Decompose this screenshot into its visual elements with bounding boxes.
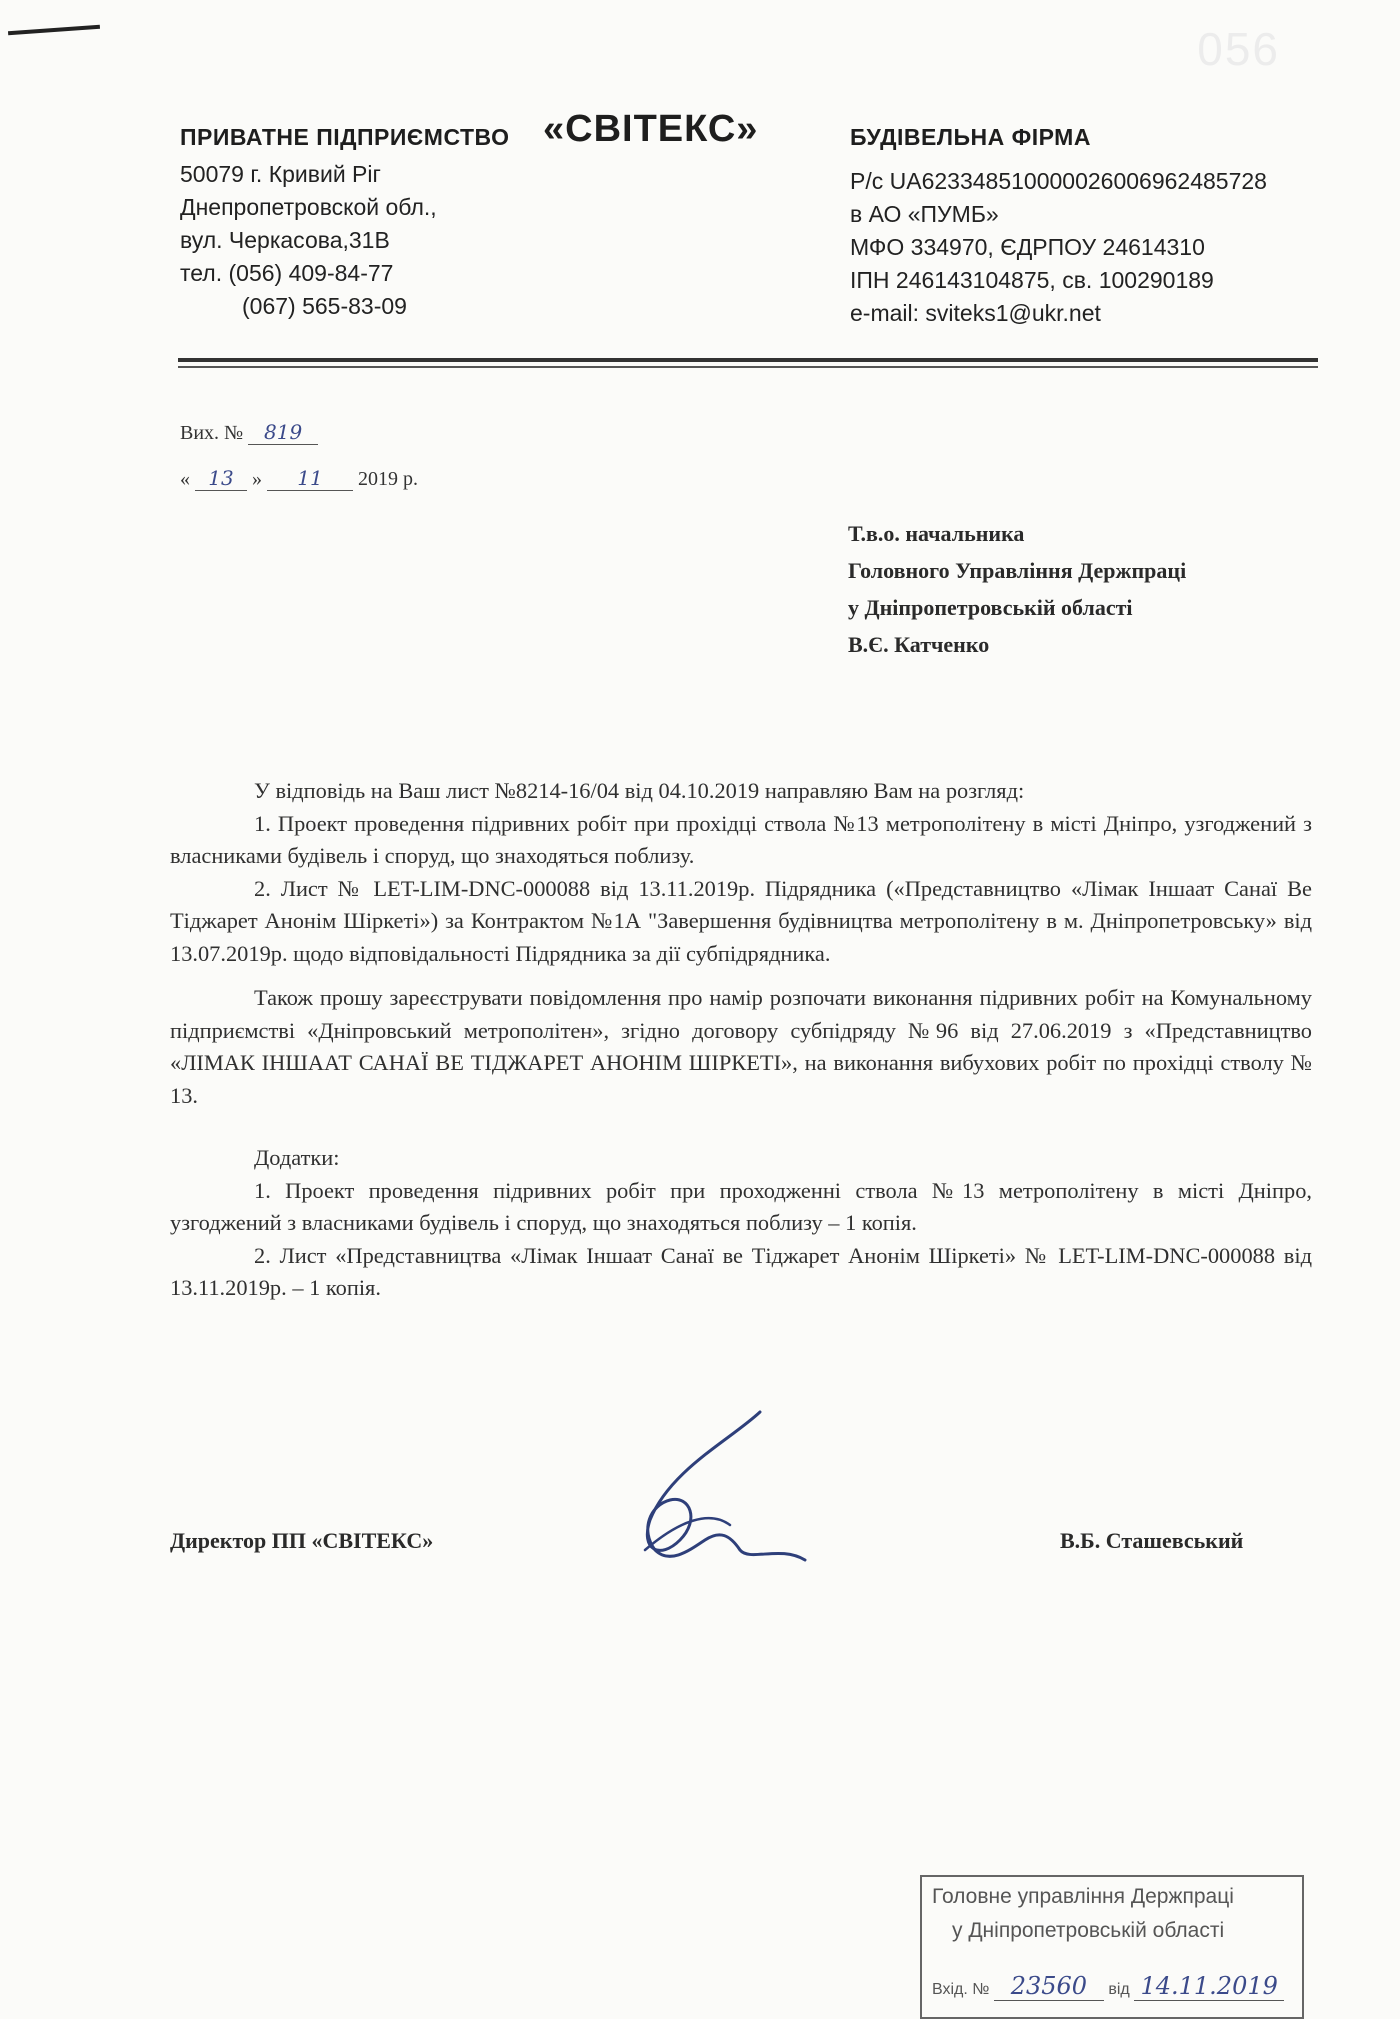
body-paragraph: Також прошу зареєструвати повідомлення про намір розпочати виконання підривних робіт на Комунальному підприємстві «Дніпровський метрополітен», згідно договору субпідряду №96 від 27.06.2019 з «Представництво «ЛІМАК ІНШААТ САНАЇ ВЕ ТІДЖАРЕТ АНОНІМ ШІРКЕТІ», на виконання вибухових робіт по прохідці стволу № 13.: [170, 985, 1312, 1108]
firm-type: БУДІВЕЛЬНА ФІРМА: [850, 124, 1091, 150]
stamp-incoming-number: 23560: [994, 1972, 1104, 2001]
phone-line: тел. (056) 409-84-77: [180, 260, 394, 286]
header-rule-thin: [178, 366, 1318, 368]
date-quote-open: «: [180, 468, 190, 490]
stamp-date-label: від: [1108, 1981, 1130, 1998]
corner-number: 056: [1197, 23, 1280, 75]
date-quote-close: »: [252, 468, 262, 490]
attachment-item: 1. Проект проведення підривних робіт при проходженні ствола №13 метрополітену в місті Дніпро, узгоджений з власниками будівель і споруд, що знаходяться поблизу – 1 копія.: [170, 1177, 1312, 1235]
company-address: [180, 158, 437, 323]
body-paragraph: 2. Лист № LET-LIM-DNC-000088 від 13.11.2019р. Підрядника («Представництво «Лімак Іншаат Санаї Ве Тіджарет Анонім Шіркеті») за Контрактом №1А "Завершення будівництва метрополітену в м. Дніпропетровську» від 13.07.2019р. щодо відповідальності Підрядника за дії субпідрядника.: [170, 875, 1312, 966]
stamp-incoming: [932, 1972, 1284, 2001]
company-brand: «СВІТЕКС»: [543, 108, 759, 150]
bank-line: в АО «ПУМБ»: [850, 201, 999, 227]
handwritten-signature: [610, 1400, 810, 1580]
bank-line: МФО 334970, ЄДРПОУ 24614310: [850, 234, 1205, 260]
addressee-line: у Дніпропетровській області: [848, 595, 1133, 620]
company-type: ПРИВАТНЕ ПІДПРИЄМСТВО: [180, 124, 510, 150]
outgoing-number-value: 819: [248, 420, 318, 445]
scan-mark: [8, 25, 100, 35]
stamp-date-value: 14.11.2019: [1134, 1972, 1284, 2001]
attachment-item: 2. Лист «Представництва «Лімак Іншаат Санаї ве Тіджарет Анонім Шіркеті» № LET-LIM-DNC-000088 від 13.11.2019р. – 1 копія.: [170, 1242, 1312, 1300]
letter-body: [170, 775, 1312, 1305]
addressee-name: В.Є. Катченко: [848, 632, 990, 657]
body-paragraph: У відповідь на Ваш лист №8214-16/04 від 04.10.2019 направляю Вам на розгляд:: [254, 778, 1025, 803]
outgoing-number: [180, 420, 318, 445]
header-rule: [178, 358, 1318, 362]
outgoing-number-label: Вих. №: [180, 422, 244, 444]
signatory-name: В.Б. Сташевський: [1060, 1528, 1244, 1553]
date-day: 13: [195, 466, 247, 491]
date-month: 11: [267, 466, 353, 491]
bank-line: ІПН 246143104875, св. 100290189: [850, 267, 1214, 293]
body-paragraph: 1. Проект проведення підривних робіт при прохідці ствола №13 метрополітену в місті Дніпро, узгоджений з власниками будівель і споруд, що знаходяться поблизу.: [170, 810, 1312, 868]
stamp-incoming-label: Вхід. №: [932, 1981, 990, 1998]
incoming-stamp: [920, 1875, 1304, 2019]
address-line: Днепропетровской обл.,: [180, 194, 437, 220]
signatory-position: Директор ПП «СВІТЕКС»: [170, 1528, 434, 1553]
address-line: вул. Черкасова,31В: [180, 227, 390, 253]
addressee-line: Т.в.о. начальника: [848, 521, 1025, 546]
stamp-line: у Дніпропетровській області: [952, 1919, 1225, 1942]
stamp-line: Головне управління Держпраці: [932, 1885, 1234, 1908]
date-year: 2019 р.: [358, 468, 418, 490]
addressee-line: Головного Управління Держпраці: [848, 558, 1187, 583]
bank-details: [850, 165, 1267, 330]
attachments-heading: Додатки:: [254, 1145, 340, 1170]
email-line: e-mail: sviteks1@ukr.net: [850, 300, 1101, 326]
outgoing-date: [180, 466, 418, 491]
addressee-block: [848, 515, 1186, 663]
phone-line: (067) 565-83-09: [242, 293, 407, 319]
bank-line: Р/с UA623348510000026006962485728: [850, 168, 1267, 194]
address-line: 50079 г. Кривий Ріг: [180, 161, 381, 187]
